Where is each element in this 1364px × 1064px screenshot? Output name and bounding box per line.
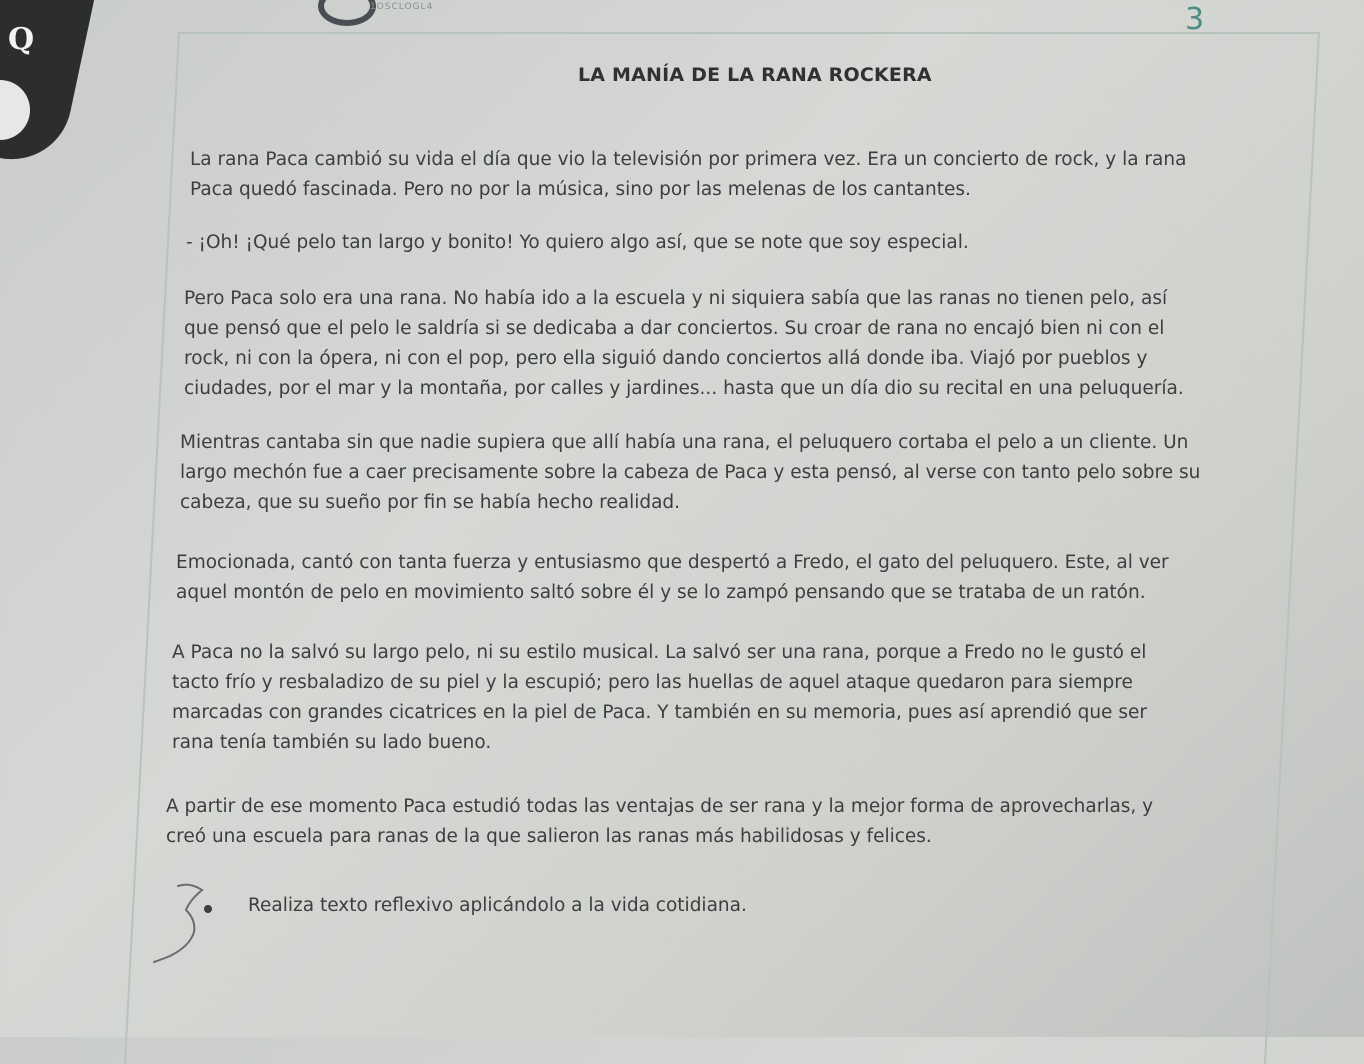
paragraph-line: rock, ni con la ópera, ni con el pop, pero ella siguió dando conciertos allá donde iba. Viajó por pueblos y bbox=[184, 348, 1148, 369]
paragraph-line: que pensó que el pelo le saldría si se dedicaba a dar conciertos. Su croar de rana no encajó bien ni con el bbox=[184, 318, 1165, 339]
paragraph-line: La rana Paca cambió su vida el día que vio la televisión por primera vez. Era un concierto de rock, y la rana bbox=[190, 149, 1187, 170]
corner-letter: Q bbox=[8, 22, 35, 57]
paragraph-line: A partir de ese momento Paca estudió todas las ventajas de ser rana y la mejor forma de aprovecharlas, y bbox=[166, 796, 1154, 817]
page-number: 3 bbox=[1185, 2, 1205, 37]
paragraph-3 bbox=[184, 284, 1184, 404]
paragraph-line: marcadas con grandes cicatrices en la piel de Paca. Y también en su memoria, pues así aprendió que ser bbox=[172, 702, 1147, 723]
paragraph-line: rana tenía también su lado bueno. bbox=[172, 732, 492, 753]
paragraph-line: ciudades, por el mar y la montaña, por calles y jardines... hasta que un día dio su recital en una peluquería. bbox=[184, 378, 1184, 399]
paragraph-2 bbox=[186, 228, 969, 258]
paragraph-line: aquel montón de pelo en movimiento saltó sobre él y se lo zampó pensando que se trataba de un ratón. bbox=[176, 582, 1146, 603]
paragraph-4 bbox=[180, 428, 1200, 518]
document-title: LA MANÍA DE LA RANA ROCKERA bbox=[578, 64, 932, 86]
paragraph-1 bbox=[190, 145, 1186, 205]
paragraph-line: cabeza, que su sueño por fin se había hecho realidad. bbox=[180, 492, 681, 513]
paragraph-5 bbox=[176, 548, 1169, 608]
paragraph-line: Emocionada, cantó con tanta fuerza y entusiasmo que despertó a Fredo, el gato del peluquero. Este, al ver bbox=[176, 552, 1169, 573]
handwritten-mark-icon bbox=[150, 880, 220, 970]
paragraph-line: creó una escuela para ranas de la que salieron las ranas más habilidosas y felices. bbox=[166, 826, 932, 847]
paragraph-line: Mientras cantaba sin que nadie supiera que allí había una rana, el peluquero cortaba el pelo a un cliente. Un bbox=[180, 432, 1189, 453]
paragraph-line: largo mechón fue a caer precisamente sobre la cabeza de Paca y esta pensó, al verse con tanto pelo sobre su bbox=[180, 462, 1201, 483]
paragraph-7 bbox=[166, 792, 1153, 852]
paragraph-line: A Paca no la salvó su largo pelo, ni su estilo musical. La salvó ser una rana, porque a Fredo no le gustó el bbox=[172, 642, 1147, 663]
task-text: Realiza texto reflexivo aplicándolo a la vida cotidiana. bbox=[248, 895, 747, 916]
paragraph-line: Paca quedó fascinada. Pero no por la música, sino por las melenas de los cantantes. bbox=[190, 179, 971, 200]
header-code: 1OSCLOGL4 bbox=[370, 2, 434, 12]
bullet-icon bbox=[204, 905, 212, 913]
paragraph-line: - ¡Oh! ¡Qué pelo tan largo y bonito! Yo quiero algo así, que se note que soy especial. bbox=[186, 232, 969, 253]
paragraph-6 bbox=[172, 638, 1147, 758]
paragraph-line: tacto frío y resbaladizo de su piel y la escupió; pero las huellas de aquel ataque quedaron para siempre bbox=[172, 672, 1133, 693]
paragraph-line: Pero Paca solo era una rana. No había ido a la escuela y ni siquiera sabía que las ranas no tienen pelo, así bbox=[184, 288, 1168, 309]
logo-icon bbox=[318, 0, 376, 26]
